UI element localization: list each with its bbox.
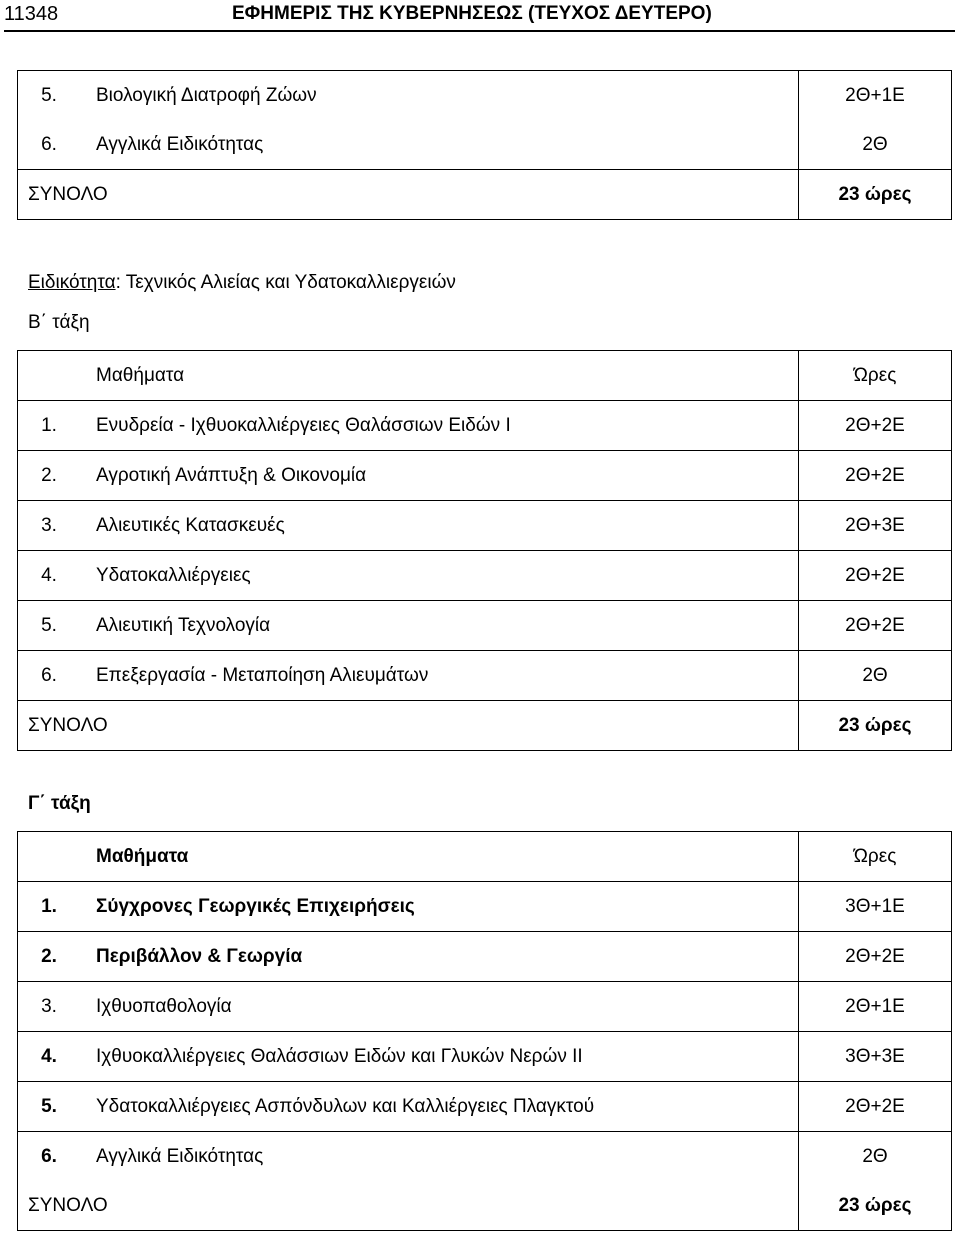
subject-name: Σύγχρονες Γεωργικές Επιχειρήσεις <box>80 882 799 932</box>
total-label: ΣΥΝΟΛΟ <box>18 170 799 220</box>
row-number: 5. <box>18 1082 81 1132</box>
col-hours-header: Ώρες <box>799 832 952 882</box>
subject-hours: 2Θ+1Ε <box>799 982 952 1032</box>
subject-hours: 2Θ+3Ε <box>799 501 952 551</box>
row-number: 1. <box>18 401 81 451</box>
subject-hours: 3Θ+1Ε <box>799 882 952 932</box>
table-row <box>18 401 952 451</box>
row-number: 6. <box>18 1132 81 1182</box>
table-row <box>18 651 952 701</box>
row-number: 2. <box>18 932 81 982</box>
subject-name: Αλιευτική Τεχνολογία <box>80 601 799 651</box>
gazette-title: ΕΦΗΜΕΡΙΣ ΤΗΣ ΚΥΒΕΡΝΗΣΕΩΣ (ΤΕΥΧΟΣ ΔΕΥΤΕΡΟ) <box>232 3 712 24</box>
row-number: 3. <box>18 982 81 1032</box>
class-b-label: Β΄ τάξη <box>28 312 90 333</box>
subjects-table-continued <box>17 70 952 220</box>
class-b-table <box>17 350 952 751</box>
table-row <box>18 601 952 651</box>
total-label: ΣΥΝΟΛΟ <box>18 1181 799 1231</box>
total-row <box>18 701 952 751</box>
table-header-row <box>18 832 952 882</box>
total-hours: 23 ώρες <box>799 170 952 220</box>
class-c-label: Γ΄ τάξη <box>28 793 91 814</box>
page-number: 11348 <box>4 3 59 25</box>
subject-hours: 2Θ+2Ε <box>799 551 952 601</box>
specialty-label: Ειδικότητα <box>28 272 116 293</box>
specialty-heading <box>28 272 456 294</box>
total-hours: 23 ώρες <box>799 701 952 751</box>
table-row <box>18 982 952 1032</box>
subject-name: Αγροτική Ανάπτυξη & Οικονομία <box>80 451 799 501</box>
table-row <box>18 1082 952 1132</box>
table-row <box>18 932 952 982</box>
subject-hours: 3Θ+3Ε <box>799 1032 952 1082</box>
total-row <box>18 1181 952 1231</box>
table-row <box>18 1132 952 1182</box>
row-number: 3. <box>18 501 81 551</box>
subject-hours: 2Θ <box>799 1132 952 1182</box>
subject-name: Αλιευτικές Κατασκευές <box>80 501 799 551</box>
subject-name: Επεξεργασία - Μεταποίηση Αλιευμάτων <box>80 651 799 701</box>
specialty-name: Τεχνικός Αλιείας και Υδατοκαλλιεργειών <box>125 272 456 293</box>
col-subjects-header: Μαθήματα <box>80 832 799 882</box>
specialty-colon: : <box>115 272 121 293</box>
total-label: ΣΥΝΟΛΟ <box>18 701 799 751</box>
col-hours-header: Ώρες <box>799 351 952 401</box>
subject-name: Υδατοκαλλιέργειες Ασπόνδυλων και Καλλιέργειες Πλαγκτού <box>80 1082 799 1132</box>
row-number: 6. <box>18 651 81 701</box>
subject-name: Αγγλικά Ειδικότητας <box>80 120 799 170</box>
subject-hours: 2Θ+2Ε <box>799 932 952 982</box>
subject-hours: 2Θ <box>799 651 952 701</box>
table-row <box>18 551 952 601</box>
table-row <box>18 882 952 932</box>
subject-hours: 2Θ <box>799 120 952 170</box>
subject-hours: 2Θ+2Ε <box>799 601 952 651</box>
subject-name: Αγγλικά Ειδικότητας <box>80 1132 799 1182</box>
subject-name: Ιχθυοπαθολογία <box>80 982 799 1032</box>
header-rule <box>4 30 955 32</box>
table-row <box>18 71 952 121</box>
page-header <box>0 0 960 30</box>
subject-hours: 2Θ+1Ε <box>799 71 952 121</box>
row-number: 6. <box>18 120 81 170</box>
subject-name: Περιβάλλον & Γεωργία <box>80 932 799 982</box>
subject-hours: 2Θ+2Ε <box>799 1082 952 1132</box>
subject-name: Υδατοκαλλιέργειες <box>80 551 799 601</box>
subject-name: Ενυδρεία - Ιχθυοκαλλιέργειες Θαλάσσιων Ειδών Ι <box>80 401 799 451</box>
subject-hours: 2Θ+2Ε <box>799 451 952 501</box>
table-row <box>18 501 952 551</box>
row-number: 2. <box>18 451 81 501</box>
subject-hours: 2Θ+2Ε <box>799 401 952 451</box>
total-row <box>18 170 952 220</box>
table-row <box>18 451 952 501</box>
total-hours: 23 ώρες <box>799 1181 952 1231</box>
table-row <box>18 120 952 170</box>
col-subjects-header: Μαθήματα <box>80 351 799 401</box>
table-header-row <box>18 351 952 401</box>
table-row <box>18 1032 952 1082</box>
row-number: 5. <box>18 601 81 651</box>
subject-name: Ιχθυοκαλλιέργειες Θαλάσσιων Ειδών και Γλυκών Νερών ΙΙ <box>80 1032 799 1082</box>
class-c-table <box>17 831 952 1231</box>
subject-name: Βιολογική Διατροφή Ζώων <box>80 71 799 121</box>
row-number: 5. <box>18 71 81 121</box>
row-number: 4. <box>18 551 81 601</box>
row-number: 1. <box>18 882 81 932</box>
row-number: 4. <box>18 1032 81 1082</box>
